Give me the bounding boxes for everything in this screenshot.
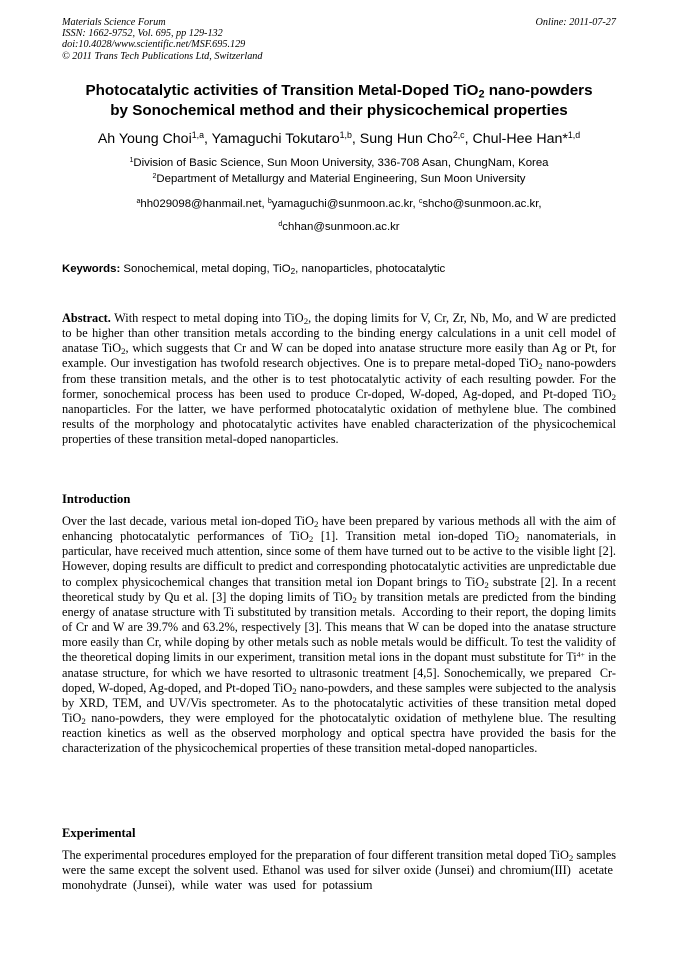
- issn-line: ISSN: 1662-9752, Vol. 695, pp 129-132: [62, 28, 223, 40]
- title-line-1: Photocatalytic activities of Transition Metal-Doped TiO$_2$ nano-powders: [85, 82, 593, 101]
- keywords: Keywords: Sonochemical, metal doping, TiO$_2$, nanoparticles, photocatalytic: [62, 263, 446, 277]
- email: $^c$shcho@sunmoon.ac.kr,: [418, 198, 542, 210]
- email-line-1: [40, 197, 638, 211]
- experimental-heading: Experimental: [62, 826, 136, 840]
- experimental-text: The experimental procedures employed for the preparation of four different transition metal doped TiO$_2$ samples were the same except the solvent used. Ethanol was used for silver oxide (Junsei) and chromium(III) acetate monohydrate (Junsei), while water was used for potassium: [62, 848, 616, 893]
- email: $^b$yamaguchi@sunmoon.ac.kr,: [267, 198, 419, 210]
- email-line-2: [40, 220, 638, 234]
- author: Sung Hun Cho$^{2,c}$,: [359, 130, 473, 147]
- affiliation-1: $^1$Division of Basic Science, Sun Moon University, 336-708 Asan, ChungNam, Korea: [129, 157, 549, 169]
- author: Yamaguchi Tokutaro$^{1,b}$,: [211, 130, 360, 147]
- author: Ah Young Choi$^{1,a}$,: [97, 130, 212, 147]
- journal-header: [62, 17, 262, 62]
- abstract-label: Abstract.: [62, 311, 111, 325]
- title-line-2: by Sonochemical method and their physicochemical properties: [110, 102, 568, 119]
- email: $^a$hh029098@hanmail.net,: [136, 198, 268, 210]
- journal-name: Materials Science Forum: [62, 17, 166, 28]
- introduction-heading: Introduction: [62, 492, 131, 506]
- abstract-text: With respect to metal doping into TiO$_2$, the doping limits for V, Cr, Zr, Nb, Mo, and W are predicted to be higher than other transition metals according to the binding energy calculations in a unit cell model of anatase TiO$_2$, which suggests that Cr and W can be doped into anatase structure more easily than Ag or Pt, for example. Our investigation has twofold research objectives. One is to prepare metal-doped TiO$_2$ nano-powders from these transition metals, and the other is to test photocatalytic activity of each resulting powder. For the former, sonochemical process has been used to produce Cr-doped, W-doped, Ag-doped, and Pt-doped TiO$_2$ nanoparticles. For the latter, we have performed photocatalytic oxidation of methylene blue. The combined results of the morphology and photocatalytic activites have enabled characterization of the physicochemical properties of these transition metal-doped nanoparticles.: [62, 311, 616, 447]
- author: Chul-Hee Han*$^{1,d}$: [472, 130, 581, 147]
- copyright-line: © 2011 Trans Tech Publications Ltd, Switzerland: [62, 50, 263, 62]
- author-list: [30, 130, 648, 148]
- abstract: [62, 311, 616, 447]
- email: $^d$chhan@sunmoon.ac.kr: [278, 221, 400, 233]
- affiliation-2: $^2$Department of Metallurgy and Material Engineering, Sun Moon University: [152, 173, 526, 185]
- doi-line: doi:10.4028/www.scientific.net/MSF.695.129: [62, 39, 246, 51]
- keywords-label: Keywords:: [62, 263, 121, 275]
- paper-title: [40, 81, 638, 121]
- online-date: Online: 2011-07-27: [535, 17, 616, 28]
- introduction-text: Over the last decade, various metal ion-doped TiO$_2$ have been prepared by various methods all with the aim of enhancing photocatalytic performances of TiO$_2$ [1]. Transition metal ion-doped TiO$_2$ nanomaterials, in particular, have received much attention, since some of them have turned out to be active to the visible light [2]. However, doping results are difficult to predict and corresponding photocatalytic activities are unpredictable due to complex physicochemical changes that transition metal ion Dopant brings to TiO$_2$ substrate [2]. In a recent theoretical study by Qu et al. [3] the doping limits of TiO$_2$ by transition metals are predicted from the binding energy of anatase structure with Ti substituted by transition metals. According to their report, the doping limits of Cr and W are 39.7% and 63.2%, respectively [3]. This means that W can be doped into the anatase structure more easily than Cr, while doping by other metals such as noble metals would be difficult. To test the validity of the theoretical doping limits in our experiment, transition metal ions in the dopant must substitute for $Ti^{4+}$ in the anatase structure, for which we have resorted to ultrasonic treatment [4,5]. Sonochemically, we prepared Cr-doped, W-doped, Ag-doped, and Pt-doped TiO$_2$ nano-powders, and these samples were subjected to the analysis by XRD, TEM, and UV/Vis spectrometer. As to the photocatalytic activities of these transition metal doped TiO$_2$ nano-powders, they were employed for the photocatalytic oxidation of methylene blue. The resulting reaction kinetics as well as the observed morphology and optical spectra have provided the basis for the characterization of the physicochemical properties of these transition metal-doped nanoparticles.: [62, 514, 616, 756]
